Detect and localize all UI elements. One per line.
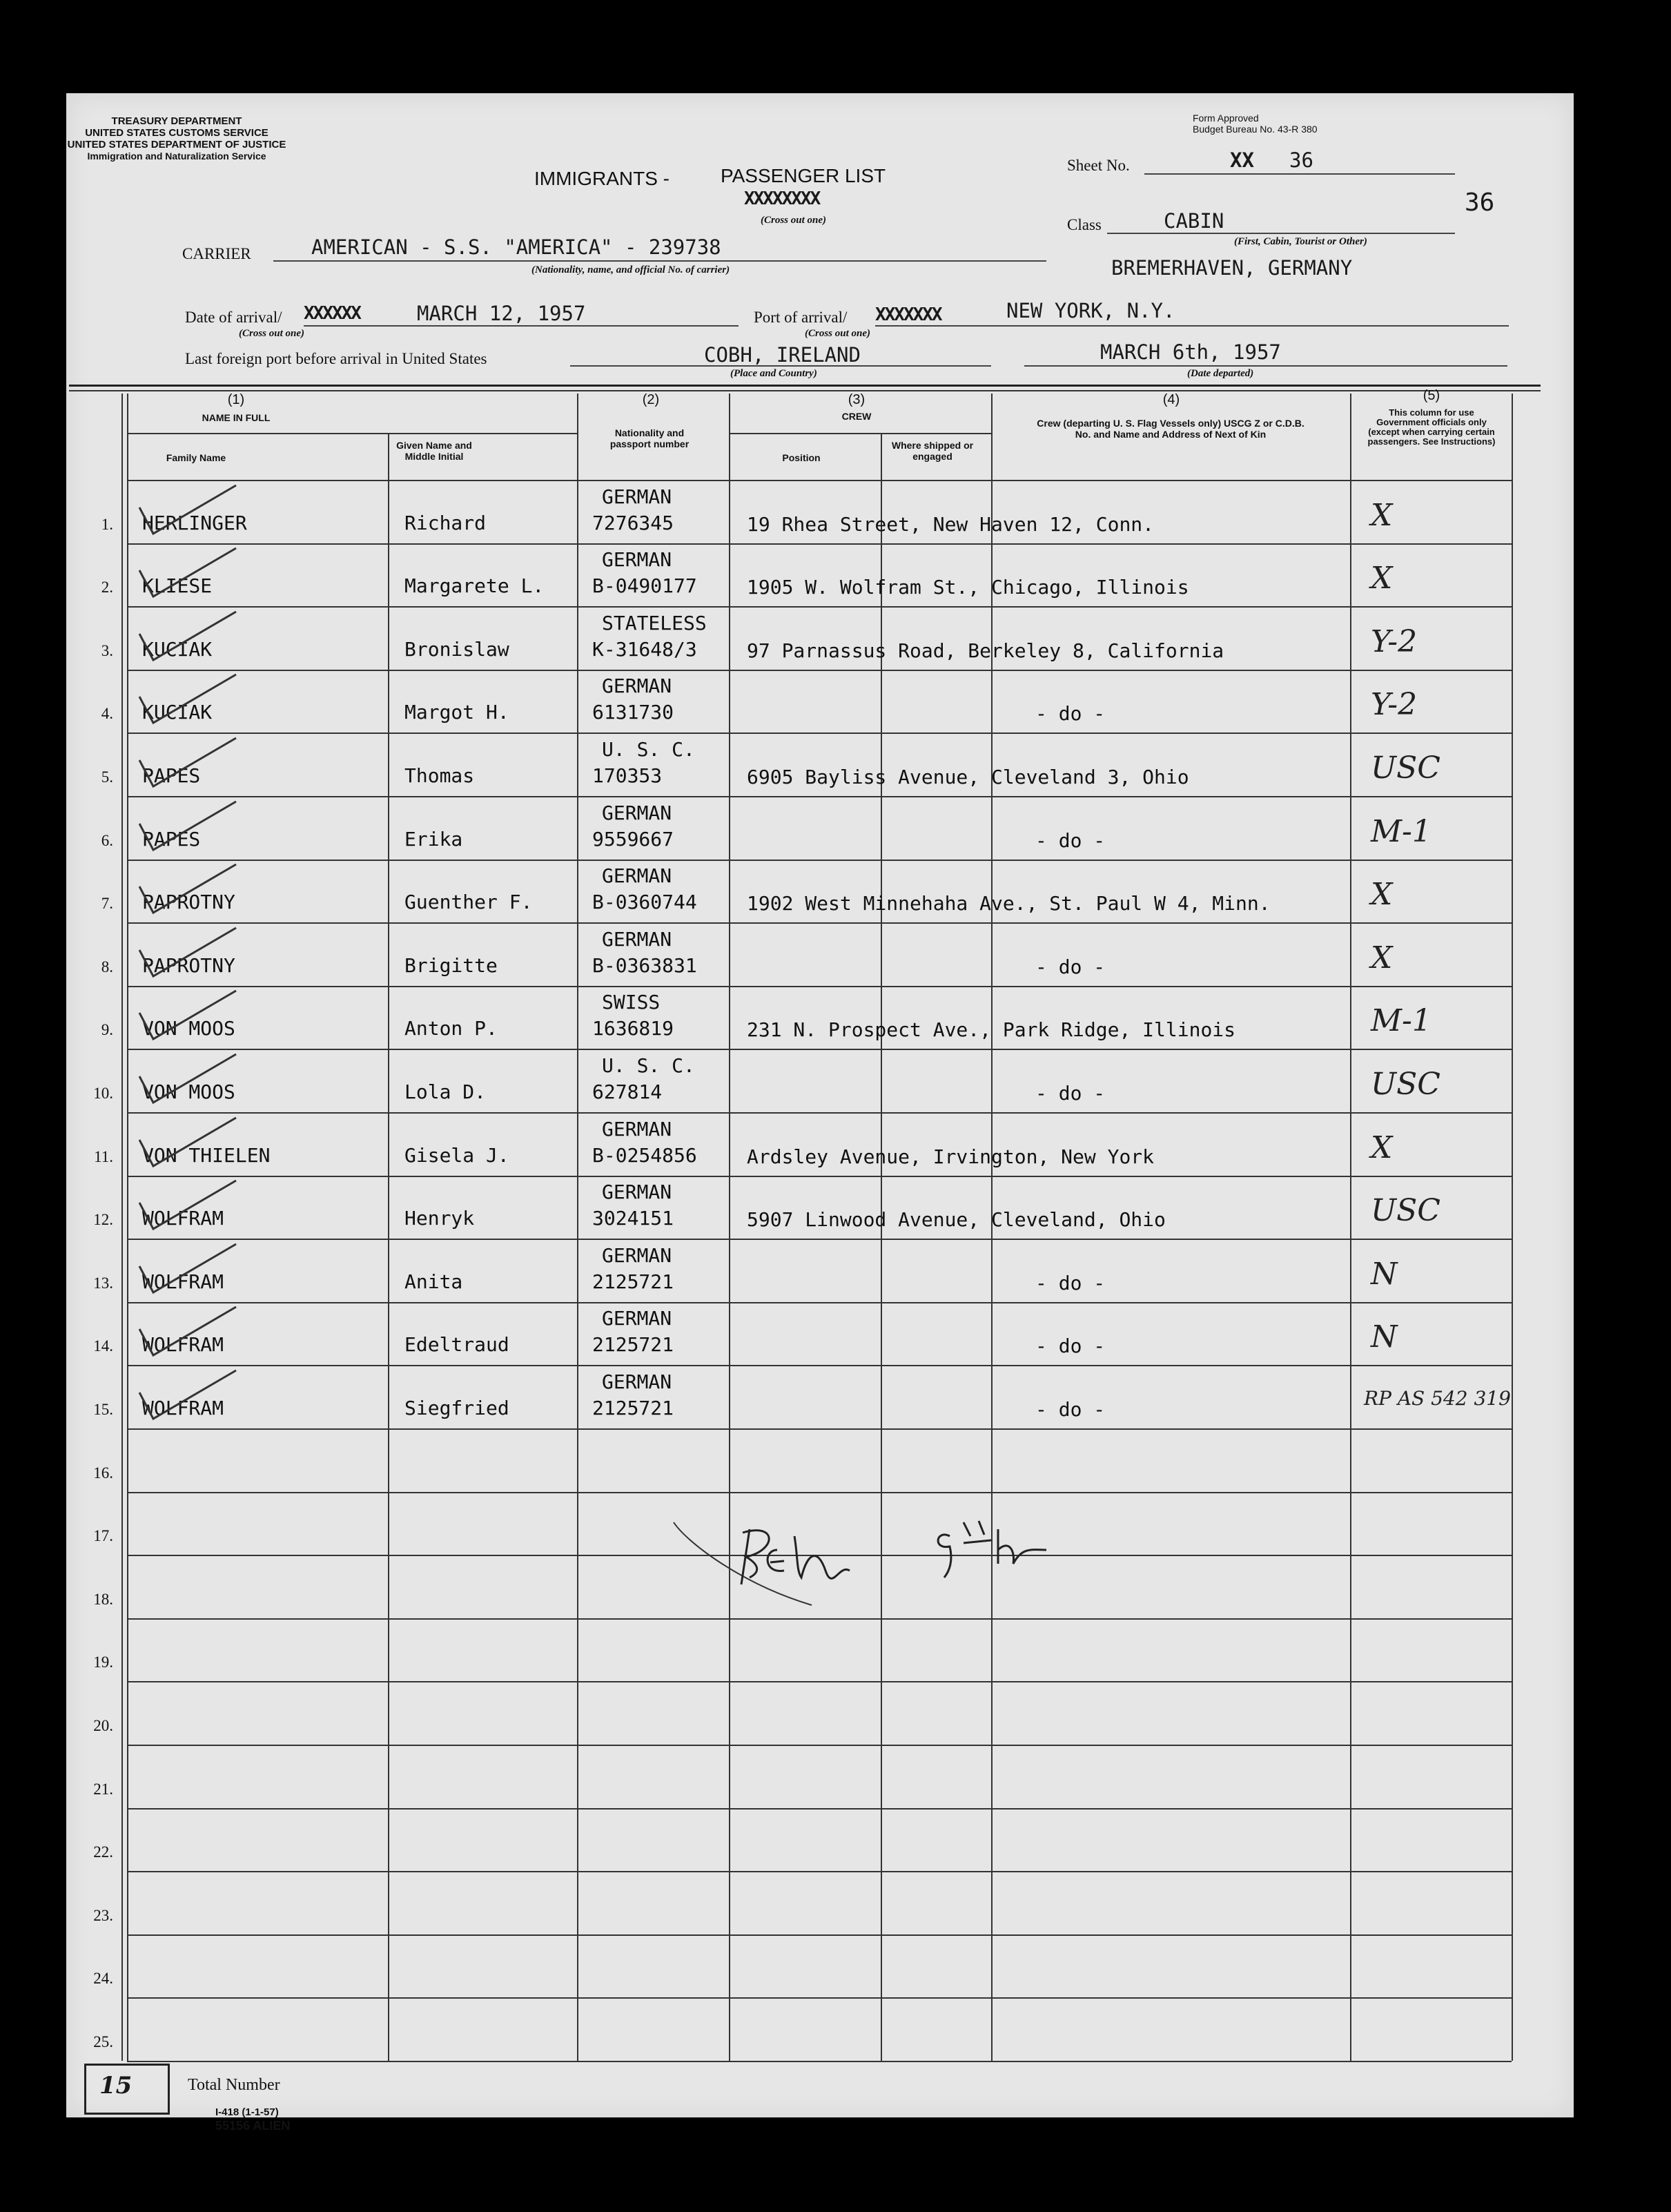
row-line [127,796,1512,797]
date-departed-caption: (Date departed) [1187,368,1254,379]
row-number: 7. [101,895,113,913]
next-of-kin-address: 231 N. Prospect Ave., Park Ridge, Illinois [747,1018,1236,1042]
given-name: Bronislaw [404,637,509,661]
check-mark [133,480,243,542]
total-label: Total Number [188,2076,280,2094]
class-underline [1107,233,1455,234]
carrier-underline [273,260,1046,262]
row-number: 14. [93,1337,113,1355]
check-mark [133,543,243,605]
nationality: GERMAN [602,1243,672,1267]
sheet-struck: XX [1230,148,1254,172]
passport-number: K-31648/3 [592,637,697,661]
nationality: GERMAN [602,1307,672,1330]
check-mark [133,669,243,731]
check-mark [133,859,243,921]
col3-title: CREW [841,411,872,422]
date-arrival-value: MARCH 12, 1957 [417,302,586,325]
date-arrival-struck: XXXXXX [304,303,360,324]
passport-number: 3024151 [592,1207,674,1230]
passport-number: 2125721 [592,1270,674,1293]
carrier-label: CARRIER [182,245,251,262]
next-of-kin-address: - do - [1035,1335,1106,1358]
official-mark: X [1371,1129,1393,1165]
carrier-caption: (Nationality, name, and official No. of carrier) [531,264,730,275]
check-mark [133,985,243,1047]
next-of-kin-address: - do - [1035,1398,1106,1421]
column-line [577,394,578,2061]
next-of-kin-address: - do - [1035,1082,1106,1105]
class-label: Class [1067,216,1102,233]
port-arrival-underline [875,325,1509,327]
check-mark [133,733,243,795]
next-of-kin-address: 1902 West Minnehaha Ave., St. Paul W 4, Minn. [747,892,1271,915]
row-line [127,922,1512,924]
family-name: WOLFRAM [142,1270,224,1293]
next-of-kin-address: - do - [1035,955,1106,978]
family-name: VON MOOS [142,1017,235,1040]
official-mark: RP AS 542 319 [1364,1387,1511,1410]
row-number: 10. [93,1085,113,1102]
family-name: WOLFRAM [142,1397,224,1419]
sheet-underline [1144,173,1455,175]
row-line [127,606,1512,608]
col1b-header: Given Name and Middle Initial [396,440,472,462]
nationality: GERMAN [602,485,672,508]
date-arrival-underline [304,325,739,327]
column-line [729,394,730,2061]
dept-line: UNITED STATES CUSTOMS SERVICE [85,127,268,139]
family-name: PAPROTNY [142,891,235,914]
col1-title: NAME IN FULL [202,412,271,423]
given-name: Brigitte [404,953,498,977]
row-number: 6. [101,831,113,849]
column-line [1512,394,1513,2061]
row-number: 11. [94,1147,113,1165]
passport-number: 1636819 [592,1017,674,1040]
class-value: CABIN [1164,209,1224,233]
last-port-label: Last foreign port before arrival in United States [185,350,487,367]
row-line [127,1681,1512,1682]
col2-number: (2) [642,392,660,407]
row-number: 13. [93,1274,113,1292]
column-line [1350,394,1351,2061]
official-mark: USC [1371,1067,1440,1102]
nationality: GERMAN [602,1117,672,1141]
given-name: Thomas [404,764,475,787]
row-line [127,1934,1512,1936]
col1-number: (1) [227,392,245,407]
header-subrule [127,433,577,434]
col1a-header: Family Name [166,452,226,463]
dept-line: Immigration and Naturalization Service [87,151,266,162]
row-line [127,1365,1512,1366]
last-port-caption: (Place and Country) [730,368,817,379]
row-number: 24. [93,1970,113,1988]
col2-header: Nationality and passport number [609,427,690,449]
column-line [881,433,882,2061]
row-line [127,2061,1512,2062]
family-name: KUCIAK [142,637,213,661]
given-name: Richard [404,511,487,534]
nationality: U. S. C. [602,738,695,761]
form-id: I-418 (1-1-57) [215,2106,279,2118]
check-mark [133,796,243,858]
nationality: STATELESS [602,611,707,634]
row-line [127,1997,1512,1999]
department-heading [66,115,287,162]
given-name: Margarete L. [404,574,545,598]
family-name: VON MOOS [142,1080,235,1103]
next-of-kin-address: - do - [1035,702,1106,726]
official-mark: USC [1371,750,1440,786]
row-line [127,986,1512,987]
last-port-value: COBH, IRELAND [704,343,861,367]
row-number: 15. [93,1401,113,1418]
col5-header: This column for use Government officials only (except when carrying certain passengers. See Instructions) [1367,407,1496,447]
title-cross-out-caption: (Cross out one) [761,215,827,226]
port-arrival-value: NEW YORK, N.Y. [1006,299,1175,322]
next-of-kin-address: 97 Parnassus Road, Berkeley 8, California [747,639,1224,662]
budget-bureau-line: Budget Bureau No. 43-R 380 [1193,124,1318,135]
col3b-header: Where shipped or engaged [891,440,974,462]
official-mark: N [1371,1319,1398,1355]
date-arrival-label: Date of arrival/ [185,309,282,326]
total-value: 15 [99,2072,133,2099]
given-name: Anton P. [404,1017,498,1040]
check-mark [133,606,243,668]
port-arrival-caption: (Cross out one) [805,328,871,339]
passport-number: B-0254856 [592,1143,697,1167]
passport-number: B-0363831 [592,953,697,977]
row-number: 4. [101,705,113,723]
given-name: Siegfried [404,1397,509,1419]
check-mark [133,1365,243,1427]
carrier-value: AMERICAN - S.S. "AMERICA" - 239738 [311,235,721,259]
nationality: GERMAN [602,864,672,888]
list-title-passenger: PASSENGER LIST [721,165,886,186]
sheet-number: 36 [1289,148,1313,172]
row-line [127,543,1512,545]
official-mark: N [1371,1256,1398,1292]
family-name: VON THIELEN [142,1143,271,1167]
row-line [127,1112,1512,1114]
check-mark [133,922,243,984]
given-name: Henryk [404,1207,475,1230]
print-id: 55156 ALIEN [215,2119,291,2133]
passport-number: 6131730 [592,701,674,724]
nationality: GERMAN [602,548,672,572]
given-name: Anita [404,1270,463,1293]
col5-number: (5) [1423,388,1440,403]
passport-number: B-0490177 [592,574,697,598]
header-bottom-rule [127,480,1512,481]
row-number: 3. [101,641,113,659]
row-line [127,1492,1512,1493]
official-mark: M-1 [1371,813,1431,849]
row-line [127,1808,1512,1810]
row-number: 19. [93,1653,113,1671]
date-departed-underline [1024,365,1507,367]
date-departed-value: MARCH 6th, 1957 [1100,340,1281,364]
col4-header: Crew (departing U. S. Flag Vessels only) USCG Z or C.D.B. No. and Name and Address of Next of Kin [1037,418,1304,440]
list-title-immigrants: IMMIGRANTS - [534,168,670,189]
official-mark: X [1371,561,1393,596]
column-line [127,394,128,2061]
next-of-kin-address: 1905 W. Wolfram St., Chicago, Illinois [747,576,1189,599]
dept-line: TREASURY DEPARTMENT [111,115,242,127]
next-of-kin-address: 19 Rhea Street, New Haven 12, Conn. [747,512,1155,536]
next-of-kin-address: - do - [1035,828,1106,852]
passport-number: 7276345 [592,511,674,534]
next-of-kin-address: 6905 Bayliss Avenue, Cleveland 3, Ohio [747,766,1189,788]
row-number: 1. [101,515,113,533]
row-number: 23. [93,1906,113,1924]
row-number: 25. [93,2033,113,2050]
given-name: Margot H. [404,701,509,724]
passport-number: 9559667 [592,827,674,851]
form-approved-line: Form Approved [1193,113,1259,124]
row-line [127,1745,1512,1746]
official-mark: X [1371,940,1393,976]
row-line [127,1239,1512,1240]
row-number: 22. [93,1843,113,1861]
family-name: PAPROTNY [142,953,235,977]
given-name: Lola D. [404,1080,487,1103]
row-line [127,1302,1512,1303]
family-name: PAPES [142,827,201,851]
family-name: PAPES [142,764,201,787]
row-line [127,1428,1512,1430]
table-top-rule-2 [69,390,1541,391]
passport-number: 627814 [592,1080,663,1103]
passport-number: B-0360744 [592,891,697,914]
official-mark: M-1 [1371,1003,1431,1039]
corner-number: 36 [1465,188,1495,217]
crossed-out-title: XXXXXXXX [744,188,820,209]
official-mark: X [1371,877,1393,913]
row-line [127,1176,1512,1177]
col4-number: (4) [1162,392,1180,407]
family-name: HERLINGER [142,511,247,534]
nationality: GERMAN [602,1370,672,1393]
inspector-signature [660,1502,1184,1612]
passport-number: 2125721 [592,1397,674,1419]
next-of-kin-address: 5907 Linwood Avenue, Cleveland, Ohio [747,1208,1166,1232]
row-number: 2. [101,579,113,596]
official-mark: Y-2 [1371,623,1418,659]
column-line [121,394,123,2061]
nationality: SWISS [602,991,661,1014]
row-number: 9. [101,1021,113,1039]
departure-port: BREMERHAVEN, GERMANY [1111,256,1353,280]
given-name: Edeltraud [404,1333,509,1357]
given-name: Gisela J. [404,1143,509,1167]
passport-number: 2125721 [592,1333,674,1357]
row-number: 20. [93,1717,113,1734]
next-of-kin-address: - do - [1035,1271,1106,1294]
family-name: KUCIAK [142,701,213,724]
check-mark [133,1049,243,1111]
given-name: Erika [404,827,463,851]
check-mark [133,1175,243,1237]
row-number: 8. [101,958,113,976]
row-line [127,733,1512,734]
form-approved [1193,113,1318,135]
official-mark: Y-2 [1371,687,1418,723]
row-line [127,1618,1512,1620]
col3-number: (3) [848,392,866,407]
check-mark [133,1112,243,1174]
class-caption: (First, Cabin, Tourist or Other) [1234,236,1367,247]
family-name: WOLFRAM [142,1333,224,1357]
row-number: 17. [93,1527,113,1545]
family-name: KLIESE [142,574,213,598]
row-line [127,670,1512,671]
row-number: 21. [93,1780,113,1798]
sheet-label: Sheet No. [1067,157,1130,174]
check-mark [133,1301,243,1364]
next-of-kin-address: Ardsley Avenue, Irvington, New York [747,1145,1155,1168]
col3a-header: Position [782,452,821,463]
row-number: 16. [93,1464,113,1482]
port-arrival-label: Port of arrival/ [754,309,848,326]
passport-number: 170353 [592,764,663,787]
official-mark: X [1371,497,1393,533]
nationality: GERMAN [602,801,672,824]
row-number: 18. [93,1590,113,1608]
row-number: 5. [101,768,113,786]
nationality: U. S. C. [602,1054,695,1077]
column-line [388,433,389,2061]
table-top-rule [69,385,1541,387]
row-line [127,1871,1512,1872]
row-line [127,860,1512,861]
port-arrival-struck: XXXXXXX [875,304,941,325]
dept-line: UNITED STATES DEPARTMENT OF JUSTICE [67,139,286,151]
nationality: GERMAN [602,1181,672,1204]
given-name: Guenther F. [404,891,533,914]
official-mark: USC [1371,1193,1440,1229]
nationality: GERMAN [602,675,672,698]
nationality: GERMAN [602,927,672,951]
header-subrule [729,433,991,434]
row-line [127,1049,1512,1050]
check-mark [133,1239,243,1301]
family-name: WOLFRAM [142,1207,224,1230]
row-number: 12. [93,1211,113,1229]
date-arrival-caption: (Cross out one) [239,328,305,339]
manifest-page [66,93,1574,2133]
